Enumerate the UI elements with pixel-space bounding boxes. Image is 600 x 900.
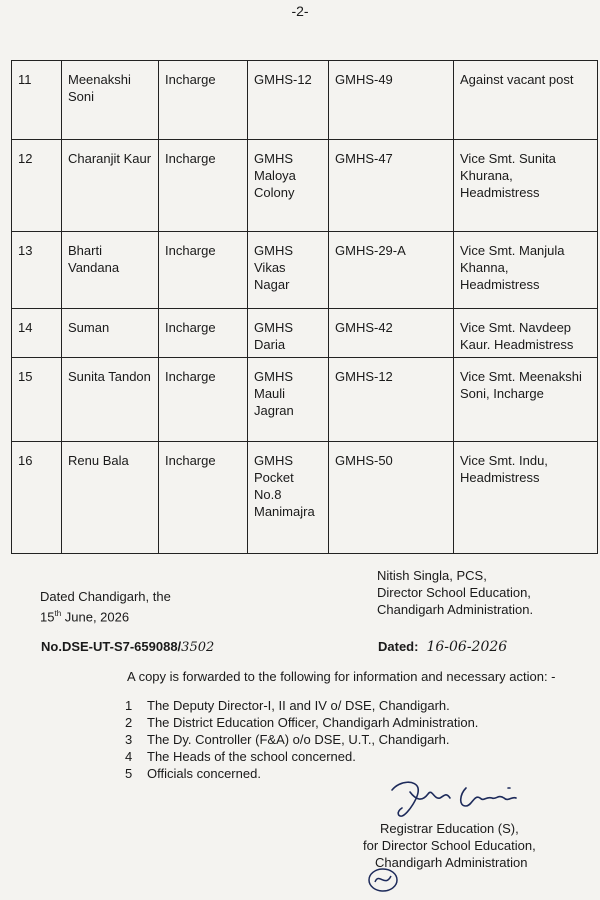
cell-name: Sunita Tandon (62, 358, 159, 442)
dispatch-number (41, 639, 214, 655)
list-number: 1 (125, 698, 133, 713)
cell-designation: Incharge (159, 358, 248, 442)
forward-text: A copy is forwarded to the following for information and necessary action: - (127, 669, 556, 684)
cell-to: GMHS-47 (329, 140, 454, 232)
cell-remarks: Vice Smt. Manjula Khanna, Headmistress (454, 232, 598, 309)
cell-sno: 11 (12, 61, 62, 140)
dated-rest: June, 2026 (61, 609, 130, 625)
list-text: The District Education Officer, Chandigarh Administration. (147, 715, 479, 730)
table-row (12, 61, 598, 140)
cell-from: GMHS Mauli Jagran (248, 358, 329, 442)
dispatch-handwritten: 3502 (181, 640, 215, 655)
cell-designation: Incharge (159, 309, 248, 358)
cell-designation: Incharge (159, 232, 248, 309)
dated-suffix: th (54, 609, 62, 618)
dated-handwritten: 16-06-2026 (426, 639, 508, 655)
cell-to: GMHS-12 (329, 358, 454, 442)
initials-mark (365, 864, 405, 894)
cell-remarks: Against vacant post (454, 61, 598, 140)
cell-sno: 15 (12, 358, 62, 442)
list-item (125, 697, 478, 714)
dated-place (40, 588, 171, 625)
list-item (125, 731, 478, 748)
cell-designation: Incharge (159, 61, 248, 140)
cell-remarks: Vice Smt. Sunita Khurana, Headmistress (454, 140, 598, 232)
dated-date (40, 605, 171, 625)
table-row (12, 140, 598, 232)
page-number: -2- (291, 3, 309, 19)
list-item (125, 748, 478, 765)
cell-from: GMHS Vikas Nagar (248, 232, 329, 309)
cell-name: Meenakshi Soni (62, 61, 159, 140)
dated-field (378, 639, 507, 655)
handwritten-signature (388, 778, 528, 820)
director-signatory (377, 567, 577, 618)
registrar-for: for Director School Education, (363, 838, 536, 853)
cell-designation: Incharge (159, 140, 248, 232)
cell-name: Renu Bala (62, 442, 159, 554)
signatory-title: Director School Education, (377, 585, 531, 600)
table-row (12, 442, 598, 554)
cell-from: GMHS Daria (248, 309, 329, 358)
dated-label: Dated: (378, 639, 419, 654)
list-item (125, 714, 478, 731)
table-row (12, 232, 598, 309)
list-number: 5 (125, 766, 133, 781)
cell-from: GMHS-12 (248, 61, 329, 140)
cell-to: GMHS-42 (329, 309, 454, 358)
dated-day: 15 (40, 609, 55, 625)
cell-sno: 12 (12, 140, 62, 232)
cell-name: Charanjit Kaur (62, 140, 159, 232)
dispatch-prefix: No.DSE-UT-S7-659088/ (41, 639, 182, 654)
cell-name: Suman (62, 309, 159, 358)
cell-sno: 16 (12, 442, 62, 554)
table-row (12, 309, 598, 358)
cell-remarks: Vice Smt. Meenakshi Soni, Incharge (454, 358, 598, 442)
cell-remarks: Vice Smt. Navdeep Kaur. Headmistress (454, 309, 598, 358)
list-text: The Deputy Director-I, II and IV o/ DSE, Chandigarh. (147, 698, 450, 713)
cell-designation: Incharge (159, 442, 248, 554)
cell-from: GMHS Maloya Colony (248, 140, 329, 232)
list-text: Officials concerned. (147, 766, 261, 781)
cell-sno: 14 (12, 309, 62, 358)
cell-name: Bharti Vandana (62, 232, 159, 309)
cell-to: GMHS-49 (329, 61, 454, 140)
list-number: 2 (125, 715, 133, 730)
cell-sno: 13 (12, 232, 62, 309)
cell-to: GMHS-50 (329, 442, 454, 554)
transfer-table (11, 60, 598, 554)
cell-from: GMHS Pocket No.8 Manimajra (248, 442, 329, 554)
cell-to: GMHS-29-A (329, 232, 454, 309)
registrar-title: Registrar Education (S), (380, 821, 519, 836)
list-text: The Dy. Controller (F&A) o/o DSE, U.T., Chandigarh. (147, 732, 450, 747)
signatory-name: Nitish Singla, PCS, (377, 568, 487, 583)
dated-place-label: Dated Chandigarh, the (40, 589, 171, 604)
list-number: 4 (125, 749, 133, 764)
copy-list (125, 697, 478, 782)
registrar-org: Chandigarh Administration (375, 855, 528, 870)
list-number: 3 (125, 732, 133, 747)
signatory-org: Chandigarh Administration. (377, 602, 534, 617)
table-row (12, 358, 598, 442)
cell-remarks: Vice Smt. Indu, Headmistress (454, 442, 598, 554)
list-text: The Heads of the school concerned. (147, 749, 356, 764)
